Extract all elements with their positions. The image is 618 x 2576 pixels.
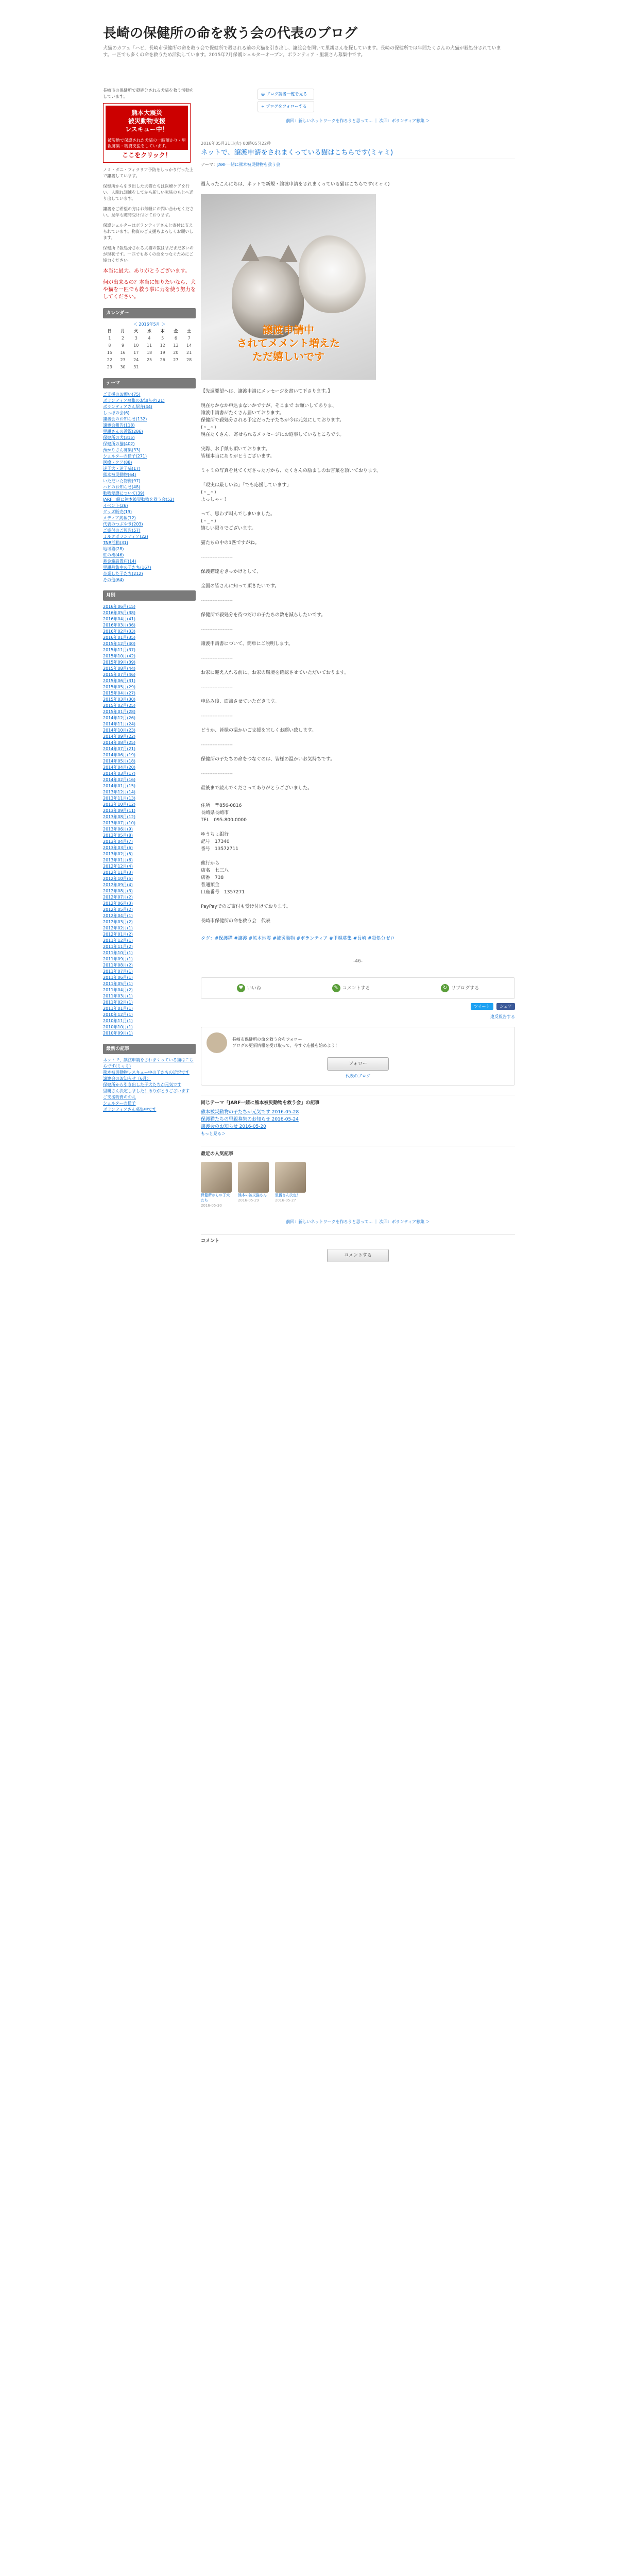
theme-link[interactable]: 里親さんの近況(286) bbox=[103, 429, 143, 434]
info-line: 店名 七三八 bbox=[201, 868, 229, 873]
archive-link[interactable]: 2010年12月(1) bbox=[103, 1012, 133, 1017]
left-sidebar bbox=[103, 88, 196, 1113]
archive-link[interactable]: 2013年12月(14) bbox=[103, 790, 135, 794]
share-button[interactable]: シェア bbox=[496, 1003, 515, 1010]
recent-list bbox=[103, 1057, 196, 1113]
body-line: 【先週要望へは、譲渡申請にメッセージを書いて下さります。】 bbox=[201, 389, 333, 394]
archive-link[interactable]: 2010年10月(1) bbox=[103, 1025, 133, 1029]
popular-item[interactable] bbox=[201, 1162, 232, 1208]
info-line bbox=[201, 824, 515, 831]
body-line: 譲渡申請書について、簡単にご説明します。 bbox=[201, 641, 293, 647]
notice-text: 保健所から引き出した犬猫たちは医療ケアを行い、人馴れ訓練をしてから新しい家族のもとへ送り出しています。 bbox=[103, 184, 194, 201]
banner-heading: 熊本大震災 被災動物支援 レスキュー中！ bbox=[106, 106, 188, 137]
archive-link[interactable]: 2015年03月(30) bbox=[103, 697, 135, 702]
body-line: 全国の皆さんに知って頂きたいです。 bbox=[201, 584, 280, 589]
archive-link[interactable]: 2012年10月(5) bbox=[103, 876, 133, 881]
archive-link[interactable]: 2011年05月(1) bbox=[103, 981, 133, 986]
archive-link[interactable]: 2015年05月(29) bbox=[103, 685, 135, 689]
body-line: 現在たくさん、寄せられるメッセージにお返事しているところです。 bbox=[201, 432, 345, 437]
calendar: 日 月 火 水 木 金 土 1 2 3 4 5 6 7 8 9 10 11 12 13 14 15 16 17 18 19 20 21 22 23 24 25 26 27 28 29 30 31 bbox=[107, 329, 192, 369]
body-line bbox=[201, 532, 515, 539]
archive-link[interactable]: 2013年08月(12) bbox=[103, 815, 135, 819]
entry-closing: 長崎市保健所の命を救う会 代表 bbox=[201, 919, 271, 924]
archive-link[interactable]: 2016年04月(41) bbox=[103, 617, 135, 621]
body-line bbox=[201, 720, 515, 727]
popular-item[interactable] bbox=[238, 1162, 269, 1208]
archive-link[interactable]: 2016年06月(15) bbox=[103, 604, 135, 609]
archive-link[interactable]: 2016年03月(36) bbox=[103, 623, 135, 628]
comment-submit-button[interactable]: コメントする bbox=[327, 1249, 389, 1262]
popular-item[interactable] bbox=[275, 1162, 306, 1208]
theme-link[interactable]: 譲渡会報告(118) bbox=[103, 423, 135, 428]
info-line: 普通預金 bbox=[201, 883, 220, 888]
info-line bbox=[201, 853, 515, 860]
archive-link[interactable]: 2011年06月(1) bbox=[103, 975, 133, 980]
theme-link[interactable]: 動物愛護について(39) bbox=[103, 491, 145, 496]
entry-date: 2016年05月31日(火) 00時05分22秒 bbox=[201, 141, 271, 146]
recent-entry-link[interactable]: 譲渡会のお知らせ（6月） bbox=[103, 1076, 151, 1081]
related-list bbox=[201, 1109, 515, 1130]
body-line: (＾_＾) bbox=[201, 425, 216, 430]
archive-link[interactable]: 2013年04月(7) bbox=[103, 839, 133, 844]
reblog-label: リブログする bbox=[451, 986, 479, 991]
archive-link[interactable]: 2013年07月(10) bbox=[103, 821, 135, 825]
body-line: ------------------- bbox=[201, 627, 233, 632]
body-line: どうか、皆様の温かいご支援を宜しくお願い致します。 bbox=[201, 728, 317, 733]
info-line: 住所 〒856-0816 bbox=[201, 803, 242, 808]
archive-link[interactable]: 2015年09月(39) bbox=[103, 660, 135, 665]
blog-header bbox=[103, 0, 515, 77]
archive-link[interactable]: 2011年08月(2) bbox=[103, 963, 133, 968]
theme-link[interactable]: シェルターの様子(271) bbox=[103, 454, 147, 459]
body-line bbox=[201, 604, 515, 612]
comment-section bbox=[201, 1234, 515, 1262]
body-line bbox=[201, 777, 515, 785]
report-link[interactable]: 違反報告する bbox=[490, 1014, 515, 1019]
archive-link[interactable]: 2016年01月(35) bbox=[103, 635, 135, 640]
archive-link[interactable]: 2010年11月(1) bbox=[103, 1019, 133, 1023]
theme-link[interactable]: 虹の橋(46) bbox=[103, 553, 124, 557]
archive-link[interactable]: 2012年07月(2) bbox=[103, 895, 133, 900]
theme-prefix: テーマ： bbox=[201, 162, 217, 167]
archive-link[interactable]: 2013年02月(5) bbox=[103, 852, 133, 856]
appeal-text: 何が出来るの？本当に知りたいなら、犬や猫を一匹でも救う事に力を使う努力をしてください。 bbox=[103, 280, 196, 300]
recent-title: 最新の記事 bbox=[103, 1044, 196, 1054]
archive-list bbox=[103, 604, 196, 1037]
entry-tags[interactable]: タグ：#保護猫 #譲渡 #熊本地震 #被災動物 #ボランティア #里親募集 #長崎 #殺処分ゼロ bbox=[201, 936, 395, 941]
popular-list bbox=[201, 1162, 515, 1208]
theme-link[interactable]: 地域猫(28) bbox=[103, 547, 124, 551]
comment-icon: ✎ bbox=[332, 984, 340, 992]
archive-link[interactable]: 2015年08月(44) bbox=[103, 666, 135, 671]
body-line: 「現実は厳しいね」「でも応援しています」 bbox=[201, 483, 291, 488]
blog-title[interactable]: 長崎の保健所の命を救う会の代表のブログ bbox=[103, 26, 358, 41]
body-line: 嬉しい限りでございます。 bbox=[201, 526, 256, 531]
archive-link[interactable]: 2011年07月(1) bbox=[103, 969, 133, 974]
notice-text: 譲渡をご希望の方はお気軽にお問い合わせください。見学も随時受け付けております。 bbox=[103, 207, 194, 217]
sidebar-intro: 長崎市の保健所で殺処分される犬猫を救う活動をしています。 bbox=[103, 88, 194, 99]
archive-link[interactable]: 2014年08月(25) bbox=[103, 740, 135, 745]
archive-link[interactable]: 2014年07月(21) bbox=[103, 747, 135, 751]
body-line bbox=[201, 503, 515, 511]
follow-blog-button[interactable]: + ブログをフォローする bbox=[258, 101, 314, 112]
info-line: 記号 17340 bbox=[201, 839, 230, 844]
archive-link[interactable]: 2015年10月(42) bbox=[103, 654, 135, 658]
archive-link[interactable]: 2015年06月(31) bbox=[103, 679, 135, 683]
archive-link[interactable]: 2012年08月(3) bbox=[103, 889, 133, 893]
body-line bbox=[201, 749, 515, 756]
info-line: 長崎県長崎市 bbox=[201, 810, 229, 816]
comment-label: コメントする bbox=[342, 986, 370, 991]
calendar-month[interactable]: ＜ 2016年5月 ＞ bbox=[133, 322, 166, 327]
archive-link[interactable]: 2014年06月(19) bbox=[103, 753, 135, 757]
archive-link[interactable]: 2012年02月(1) bbox=[103, 926, 133, 930]
donation-info bbox=[201, 802, 515, 910]
archive-link[interactable]: 2011年12月(1) bbox=[103, 938, 133, 943]
reader-list-link[interactable]: ◎ ブログ読者一覧を見る bbox=[258, 89, 314, 100]
theme-link[interactable]: その他(64) bbox=[103, 578, 124, 582]
archive-link[interactable]: 2016年05月(38) bbox=[103, 611, 135, 615]
theme-list bbox=[103, 392, 196, 583]
reblog-button[interactable] bbox=[441, 984, 479, 992]
theme-link[interactable]: ご支援のお願い(75) bbox=[103, 392, 141, 397]
body-line: 猫たちの中の1匹ですがね。 bbox=[201, 540, 260, 546]
comment-button[interactable] bbox=[332, 984, 370, 992]
theme-title: テーマ bbox=[103, 378, 196, 388]
body-line: 譲渡申請書がたくさん届いております。 bbox=[201, 411, 284, 416]
popular-thumb bbox=[275, 1162, 306, 1193]
cat-photo[interactable] bbox=[201, 194, 376, 380]
same-theme-title: 同じテーマ「JARF一緒に熊本被災動物を救う会」の記事 bbox=[201, 1100, 320, 1106]
blog-description: 犬猫のカフェ「ハピ」長崎市保健所の命を救う会で保健所で殺される前の犬猫を引き出し、譲渡会を開いて里親さんを探しています。長崎の保健所では年間たくさんの犬猫が殺処分されています。一匹でも多くの命を救うため活動しています。2015年7月保護シェルターオープン。ボランティア・里親さん募集中です。 bbox=[103, 46, 501, 58]
entry-nav-bottom[interactable]: 前回：新しいネットワークを作ろうと思って… ｜ 次回：ボランティア募集 ＞ bbox=[286, 1219, 430, 1224]
banner-sub: 被災地で保護された犬猫の一時預かり・里親募集・物資支援をしています。 bbox=[106, 137, 188, 150]
recent-entry-link[interactable]: ご支援物資のお礼 bbox=[103, 1095, 136, 1099]
body-line bbox=[201, 633, 515, 640]
theme-link[interactable]: 代表のつぶやき(203) bbox=[103, 522, 143, 527]
archive-link[interactable]: 2012年09月(4) bbox=[103, 883, 133, 887]
body-line bbox=[201, 648, 515, 655]
theme-link[interactable]: 譲渡会のお知らせ(132) bbox=[103, 417, 147, 421]
theme-link[interactable]: しっぽの会(6) bbox=[103, 411, 130, 415]
archive-link[interactable]: 2014年04月(20) bbox=[103, 765, 135, 770]
popular-item-date: 2016-05-27 bbox=[275, 1198, 296, 1202]
recent-entry-link[interactable]: ボランティアさん募集中です bbox=[103, 1107, 157, 1112]
archive-link[interactable]: 2014年05月(18) bbox=[103, 759, 135, 764]
theme-link[interactable]: 預かりさん募集(33) bbox=[103, 448, 141, 452]
popular-thumb bbox=[238, 1162, 269, 1193]
info-line: ゆうちょ銀行 bbox=[201, 832, 229, 837]
same-theme-section bbox=[201, 1095, 515, 1138]
body-line: ミャミの写真を見てくださった方から、たくさんの励ましのお言葉を頂いております。 bbox=[201, 468, 382, 473]
archive-link[interactable]: 2012年11月(3) bbox=[103, 870, 133, 875]
archive-link[interactable]: 2015年12月(40) bbox=[103, 641, 135, 646]
theme-link[interactable]: 募金箱設置店(14) bbox=[103, 559, 136, 564]
archive-link[interactable]: 2015年07月(46) bbox=[103, 672, 135, 677]
body-line bbox=[201, 676, 515, 684]
share-row bbox=[201, 1003, 515, 1010]
recent-entry-link[interactable]: シェルターの様子 bbox=[103, 1101, 136, 1106]
entry-nav-top[interactable]: 前回：新しいネットワークを作ろうと思って… ｜ 次回：ボランティア募集 ＞ bbox=[286, 118, 430, 123]
archive-link[interactable]: 2012年12月(4) bbox=[103, 864, 133, 869]
like-label: いいね bbox=[247, 986, 261, 991]
body-line: ------------------- bbox=[201, 555, 233, 560]
theme-link[interactable]: ハピのお知らせ(48) bbox=[103, 485, 141, 489]
like-button[interactable] bbox=[237, 984, 261, 992]
follow-card-name[interactable]: 代表のブログ bbox=[346, 1074, 370, 1078]
recent-entry-link[interactable]: ネットで、譲渡申請をされまくっている猫はこちらです(ミャミ) bbox=[103, 1058, 194, 1069]
info-line bbox=[201, 896, 515, 903]
theme-link[interactable]: TNR活動(31) bbox=[103, 540, 128, 545]
popular-item-title: 里親さん決定！ bbox=[275, 1193, 300, 1197]
archive-link[interactable]: 2013年05月(8) bbox=[103, 833, 133, 838]
body-line bbox=[201, 547, 515, 554]
body-line: 保健所で殺処分される予定だった子たちが今は元気にしております。 bbox=[201, 418, 345, 423]
theme-link[interactable]: 卒業した子たち(212) bbox=[103, 571, 143, 576]
body-line bbox=[201, 561, 515, 568]
photo-caption: 譲渡申請中 されてメメント増えた ただ嬉しいです bbox=[237, 324, 340, 363]
body-line: ------------------- bbox=[201, 771, 233, 776]
info-line: 口座番号 1357271 bbox=[201, 890, 245, 895]
theme-link[interactable]: イベント(26) bbox=[103, 503, 128, 508]
entry-body bbox=[201, 181, 515, 965]
info-line: TEL 095-800-0000 bbox=[201, 818, 247, 823]
archive-link[interactable]: 2014年11月(24) bbox=[103, 722, 135, 726]
popular-item-title: 保健所からの子犬たち bbox=[201, 1193, 230, 1202]
archive-link[interactable]: 2014年01月(15) bbox=[103, 784, 135, 788]
thanks-text: 本当に最大、ありがとうございます。 bbox=[103, 268, 191, 274]
reblog-icon: ↻ bbox=[441, 984, 449, 992]
info-line: 店番 738 bbox=[201, 875, 224, 880]
page-count: -46- bbox=[353, 959, 363, 964]
theme-link[interactable]: JARF一緒に熊本被災動物を救う会 bbox=[217, 162, 280, 167]
archive-title: 月別 bbox=[103, 590, 196, 601]
archive-link[interactable]: 2014年03月(17) bbox=[103, 771, 135, 776]
follow-card-button[interactable]: フォロー bbox=[327, 1057, 389, 1071]
tweet-button[interactable]: ツイート bbox=[471, 1003, 493, 1010]
body-line: ------------------- bbox=[201, 598, 233, 603]
archive-link[interactable]: 2011年04月(2) bbox=[103, 988, 133, 992]
body-line bbox=[201, 575, 515, 583]
more-link[interactable]: もっと見る＞ bbox=[201, 1131, 226, 1136]
body-line: 申込み後、面談させていただきます。 bbox=[201, 699, 280, 704]
archive-link[interactable]: 2015年02月(25) bbox=[103, 703, 135, 708]
body-line bbox=[201, 438, 515, 446]
archive-link[interactable]: 2013年06月(9) bbox=[103, 827, 133, 832]
body-line: ------------------- bbox=[201, 656, 233, 661]
archive-link[interactable]: 2012年06月(3) bbox=[103, 901, 133, 906]
entry-theme bbox=[201, 161, 515, 168]
archive-link[interactable]: 2012年01月(2) bbox=[103, 932, 133, 937]
notice-text: 保健所で殺処分される犬猫の数はまだまだ多いのが現状です。一匹でも多くの命をつなぐためにご協力ください。 bbox=[103, 246, 194, 263]
body-line bbox=[201, 763, 515, 770]
related-entry-link[interactable]: 譲渡会のお知らせ 2016-05-20 bbox=[201, 1124, 266, 1129]
theme-link[interactable]: 保健所の猫(402) bbox=[103, 442, 135, 446]
archive-link[interactable]: 2013年10月(12) bbox=[103, 802, 135, 807]
entry-text bbox=[201, 388, 515, 792]
popular-item-date: 2016-05-30 bbox=[201, 1204, 222, 1208]
body-line: ------------------- bbox=[201, 742, 233, 748]
archive-link[interactable]: 2011年09月(1) bbox=[103, 957, 133, 961]
cat-image bbox=[299, 235, 366, 313]
body-line: お家に迎え入れる前に、お家の環境を確認させていただいております。 bbox=[201, 670, 349, 675]
theme-link[interactable]: ボランティアさん紹介(44) bbox=[103, 404, 152, 409]
theme-link[interactable]: ボランティア募集のお知らせ(21) bbox=[103, 398, 165, 403]
cat-ear bbox=[279, 245, 298, 262]
follow-card bbox=[201, 1027, 515, 1086]
body-line: 保健所で殺処分を待つだけの子たちの数を減らしたいです。 bbox=[201, 613, 326, 618]
body-line: ------------------- bbox=[201, 685, 233, 690]
popular-item-date: 2016-05-29 bbox=[238, 1198, 259, 1202]
archive-link[interactable]: 2015年01月(28) bbox=[103, 709, 135, 714]
main-content bbox=[201, 88, 515, 1262]
archive-link[interactable]: 2014年10月(23) bbox=[103, 728, 135, 733]
archive-link[interactable]: 2014年02月(16) bbox=[103, 777, 135, 782]
theme-link[interactable]: メディア掲載(12) bbox=[103, 516, 136, 520]
archive-link[interactable]: 2012年05月(2) bbox=[103, 907, 133, 912]
archive-link[interactable]: 2011年03月(1) bbox=[103, 994, 133, 998]
popular-thumb bbox=[201, 1162, 232, 1193]
theme-link[interactable]: 保健所の犬(315) bbox=[103, 435, 135, 440]
archive-link[interactable]: 2011年10月(1) bbox=[103, 951, 133, 955]
recent-entry-link[interactable]: 熊本被災動物レスキュー中の子たちの近況です bbox=[103, 1070, 190, 1075]
body-line: (＾_＾) bbox=[201, 490, 216, 495]
archive-link[interactable]: 2014年12月(26) bbox=[103, 716, 135, 720]
notice-text: ノミ・ダニ・フィラリア予防をしっかり行った上で譲渡しています。 bbox=[103, 167, 194, 178]
body-line: 保健所の子たちの命をつなぐのは、皆様の温かいお気持ちです。 bbox=[201, 757, 335, 762]
body-line bbox=[201, 662, 515, 669]
archive-link[interactable]: 2011年02月(1) bbox=[103, 1000, 133, 1005]
archive-link[interactable]: 2013年01月(6) bbox=[103, 858, 133, 862]
popular-section bbox=[201, 1146, 515, 1208]
info-line: PayPayでのご寄付も受け付けております。 bbox=[201, 904, 291, 909]
archive-link[interactable]: 2013年11月(13) bbox=[103, 796, 135, 801]
body-line bbox=[201, 619, 515, 626]
body-line: 保護猫達をきっかけとして、 bbox=[201, 569, 261, 574]
theme-link[interactable]: 迷子犬・迷子猫(17) bbox=[103, 466, 141, 471]
cat-ear bbox=[241, 244, 260, 261]
archive-link[interactable]: 2010年09月(1) bbox=[103, 1031, 133, 1036]
comment-title: コメント bbox=[201, 1239, 220, 1244]
body-line bbox=[201, 691, 515, 698]
theme-link[interactable]: ご寄付のご報告(57) bbox=[103, 528, 141, 533]
theme-link[interactable]: いただいた物資(97) bbox=[103, 479, 141, 483]
body-line bbox=[201, 474, 515, 482]
theme-link[interactable]: 医療・ケア(88) bbox=[103, 460, 132, 465]
body-line bbox=[201, 590, 515, 597]
body-line: 最後まで読んでくださってありがとうございました。 bbox=[201, 786, 313, 791]
entry-intro: 週入ったこんにちは、ネットで新規・譲渡申請をされまくっている猫はこちらです(ミャミ) bbox=[201, 182, 390, 187]
archive-link[interactable]: 2015年11月(37) bbox=[103, 648, 135, 652]
body-line bbox=[201, 705, 515, 713]
archive-link[interactable]: 2011年11月(2) bbox=[103, 944, 133, 949]
popular-item-title: 熊本の被災猫さん bbox=[238, 1193, 267, 1197]
body-line bbox=[201, 395, 515, 402]
body-line bbox=[201, 460, 515, 467]
follow-card-text: 長崎市保健所の命を救う会をフォロー ブログの更新情報を受け取って、今すぐ応援を始めよう！ bbox=[232, 1037, 339, 1048]
body-line: ------------------- bbox=[201, 714, 233, 719]
like-icon: ♥ bbox=[237, 984, 245, 992]
recent-entry-link[interactable]: 里親さん決定しました！ありがとうございます bbox=[103, 1089, 190, 1093]
theme-link[interactable]: 里親募集中の子たち(167) bbox=[103, 565, 151, 570]
archive-link[interactable]: 2011年01月(1) bbox=[103, 1006, 133, 1011]
archive-link[interactable]: 2013年09月(11) bbox=[103, 808, 135, 813]
info-line: 他行から bbox=[201, 861, 220, 866]
theme-link[interactable]: ミルクボランティア(22) bbox=[103, 534, 148, 539]
body-line: (＾_＾) bbox=[201, 519, 216, 524]
body-line bbox=[201, 734, 515, 741]
archive-link[interactable]: 2012年03月(2) bbox=[103, 920, 133, 924]
archive-link[interactable]: 2016年02月(33) bbox=[103, 629, 135, 634]
avatar bbox=[207, 1032, 227, 1053]
recent-entry-link[interactable]: 保健所から引き出した子犬たちが元気です bbox=[103, 1082, 181, 1087]
entry-actions bbox=[201, 977, 515, 999]
related-entry-link[interactable]: 熊本被災動物の子たちが元気です 2016-05-28 bbox=[201, 1110, 299, 1115]
theme-link[interactable]: 熊本被災動物(64) bbox=[103, 472, 136, 477]
archive-link[interactable]: 2015年04月(27) bbox=[103, 691, 135, 696]
entry-title[interactable]: ネットで、譲渡申請をされまくっている猫はこちらです(ミャミ) bbox=[201, 149, 515, 159]
theme-link[interactable]: グッズ販売(19) bbox=[103, 510, 132, 514]
archive-link[interactable]: 2012年04月(1) bbox=[103, 913, 133, 918]
related-entry-link[interactable]: 保護猫たちの里親募集のお知らせ 2016-05-24 bbox=[201, 1117, 299, 1122]
theme-link[interactable]: JARF一緒に熊本被災動物を救う会(52) bbox=[103, 497, 175, 502]
banner-click-here[interactable]: ここをクリック！ bbox=[122, 151, 171, 159]
archive-link[interactable]: 2014年09月(22) bbox=[103, 734, 135, 739]
popular-title: 最近の人気記事 bbox=[201, 1151, 234, 1157]
kumamoto-rescue-banner[interactable] bbox=[103, 103, 191, 163]
body-line: 実際、お手紙も頂いております。 bbox=[201, 447, 270, 452]
body-line: 皆様本当にありがとうございます。 bbox=[201, 454, 275, 459]
calendar-title: カレンダー bbox=[103, 308, 196, 318]
body-line: って、思わず叫んでしまいました。 bbox=[201, 512, 275, 517]
notice-text: 保護シェルターはボランティアさんと寄付に支えられています。物資のご支援もよろしくお願いします。 bbox=[103, 223, 194, 240]
archive-link[interactable]: 2013年03月(6) bbox=[103, 845, 133, 850]
info-line: 番号 13572711 bbox=[201, 846, 238, 852]
body-line: 現在なかなか申込まないかですが、そこまで お願いしてありま、 bbox=[201, 403, 337, 409]
body-line: よっしゃー！ bbox=[201, 497, 229, 502]
